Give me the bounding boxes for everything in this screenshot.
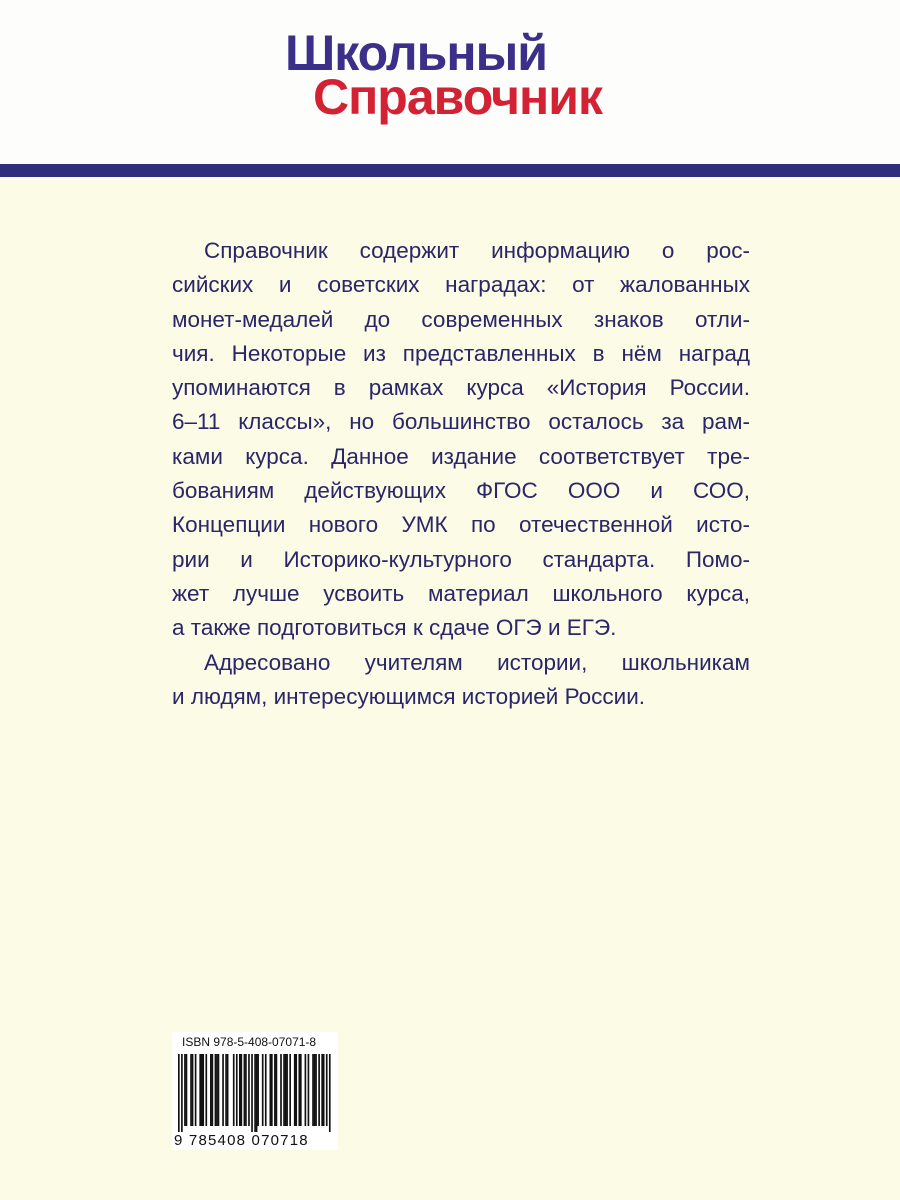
text-line: жет лучше усвоить материал школьного курса, xyxy=(172,580,750,606)
logo-line-shkolny: Школьный xyxy=(285,25,548,81)
barcode-bars xyxy=(178,1054,332,1132)
text-line: Справочник содержит информацию о рос- xyxy=(204,238,750,263)
text-line: и людям, интересующимся историей России. xyxy=(172,683,646,709)
text-line: а также подготовиться к сдаче ОГЭ и ЕГЭ. xyxy=(172,615,617,641)
text-line: ками курса. Данное издание соответствует тре- xyxy=(172,443,750,469)
text-line: монет-медалей до современных знаков отли- xyxy=(172,306,750,332)
logo-line-spravochnik: Справочник xyxy=(313,69,603,125)
series-logo xyxy=(285,25,603,125)
annotation-text xyxy=(172,234,750,714)
isbn-label: ISBN 978-5-408-07071-8 xyxy=(182,1035,317,1049)
text-line: бованиям действующих ФГОС ООО и СОО, xyxy=(172,478,750,504)
annotation-paragraph-1 xyxy=(172,234,750,646)
header-divider-stripe xyxy=(0,164,900,177)
text-line: Концепции нового УМК по отечественной исто- xyxy=(172,512,750,538)
isbn-barcode xyxy=(172,1032,338,1150)
text-line: упоминаются в рамках курса «История России. xyxy=(172,375,750,401)
text-line: 6–11 классы», но большинство осталось за рам- xyxy=(172,409,750,435)
barcode-digits: 9 785408 070718 xyxy=(174,1132,309,1149)
text-line: сийских и советских наградах: от жалованных xyxy=(172,272,750,298)
header-band xyxy=(0,0,900,164)
text-line: чия. Некоторые из представленных в нём наград xyxy=(172,340,750,366)
text-line: Адресовано учителям истории, школьникам xyxy=(204,649,750,675)
annotation-paragraph-2 xyxy=(172,646,750,715)
text-line: рии и Историко-культурного стандарта. Помо- xyxy=(172,546,750,572)
